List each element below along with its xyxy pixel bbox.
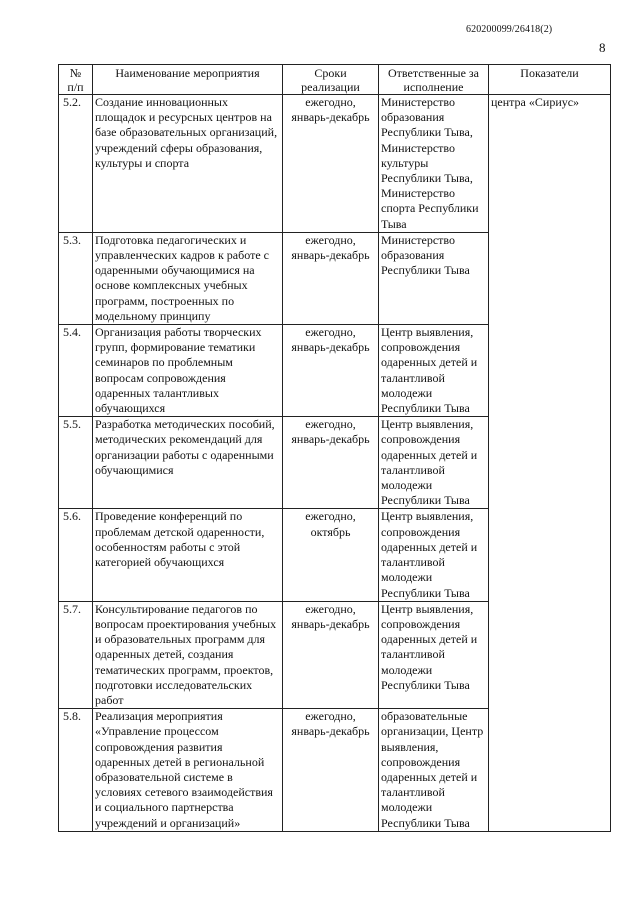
row-responsible: Министерство образования Республики Тыва, Министерство культуры Республики Тыва, Министерство спорта Республики Тыва [379, 95, 489, 233]
header-indicators: Показатели [489, 65, 611, 95]
row-number: 5.2. [59, 95, 93, 233]
row-name: Проведение конференций по проблемам детской одаренности, особенностям работы с этой категорией обучающихся [93, 509, 283, 601]
row-number: 5.4. [59, 325, 93, 417]
row-term: ежегодно, январь-декабрь [283, 95, 379, 233]
row-indicator: центра «Сириус» [489, 95, 611, 832]
table-row [59, 95, 611, 233]
plan-table [58, 64, 611, 832]
row-name: Реализация мероприятия «Управление процессом сопровождения развития одаренных детей в региональной образовательной системе в условиях сетевого взаимодействия и социального партнерства учреждений и организаций» [93, 709, 283, 832]
row-responsible: Министерство образования Республики Тыва [379, 232, 489, 324]
header-responsible: Ответственные за исполнение [379, 65, 489, 95]
row-term: ежегодно, октябрь [283, 509, 379, 601]
row-name: Подготовка педагогических и управленческих кадров к работе с одаренными обучающимися на основе комплексных учебных программ, построенных по модельному принципу [93, 232, 283, 324]
row-name: Организация работы творческих групп, формирование тематики семинаров по проблемным вопросам сопровождения одаренных талантливых обучающихся [93, 325, 283, 417]
row-responsible: Центр выявления, сопровождения одаренных детей и талантливой молодежи Республики Тыва [379, 325, 489, 417]
row-name: Разработка методических пособий, методических рекомендаций для организации работы с одаренными обучающимися [93, 417, 283, 509]
page-number: 8 [599, 40, 606, 55]
table-header-row [59, 65, 611, 95]
header-term: Сроки реализации [283, 65, 379, 95]
row-term: ежегодно, январь-декабрь [283, 709, 379, 832]
row-name: Консультирование педагогов по вопросам проектирования учебных и образовательных программ для одаренных детей, создания тематических программ, проектов, подготовки исследовательских работ [93, 601, 283, 708]
row-term: ежегодно, январь-декабрь [283, 232, 379, 324]
row-number: 5.6. [59, 509, 93, 601]
header-num: № п/п [59, 65, 93, 95]
row-term: ежегодно, январь-декабрь [283, 325, 379, 417]
row-number: 5.5. [59, 417, 93, 509]
row-term: ежегодно, январь-декабрь [283, 601, 379, 708]
row-term: ежегодно, январь-декабрь [283, 417, 379, 509]
row-responsible: Центр выявления, сопровождения одаренных детей и талантливой молодежи Республики Тыва [379, 509, 489, 601]
row-number: 5.8. [59, 709, 93, 832]
row-name: Создание инновационных площадок и ресурсных центров на базе образовательных организаций, учреждений сферы образования, культуры и спорта [93, 95, 283, 233]
row-number: 5.3. [59, 232, 93, 324]
row-responsible: образовательные организации, Центр выявления, сопровождения одаренных детей и талантливой молодежи Республики Тыва [379, 709, 489, 832]
row-number: 5.7. [59, 601, 93, 708]
row-responsible: Центр выявления, сопровождения одаренных детей и талантливой молодежи Республики Тыва [379, 417, 489, 509]
document-code: 620200099/26418(2) [466, 24, 553, 35]
header-name: Наименование мероприятия [93, 65, 283, 95]
row-responsible: Центр выявления, сопровождения одаренных детей и талантливой молодежи Республики Тыва [379, 601, 489, 708]
